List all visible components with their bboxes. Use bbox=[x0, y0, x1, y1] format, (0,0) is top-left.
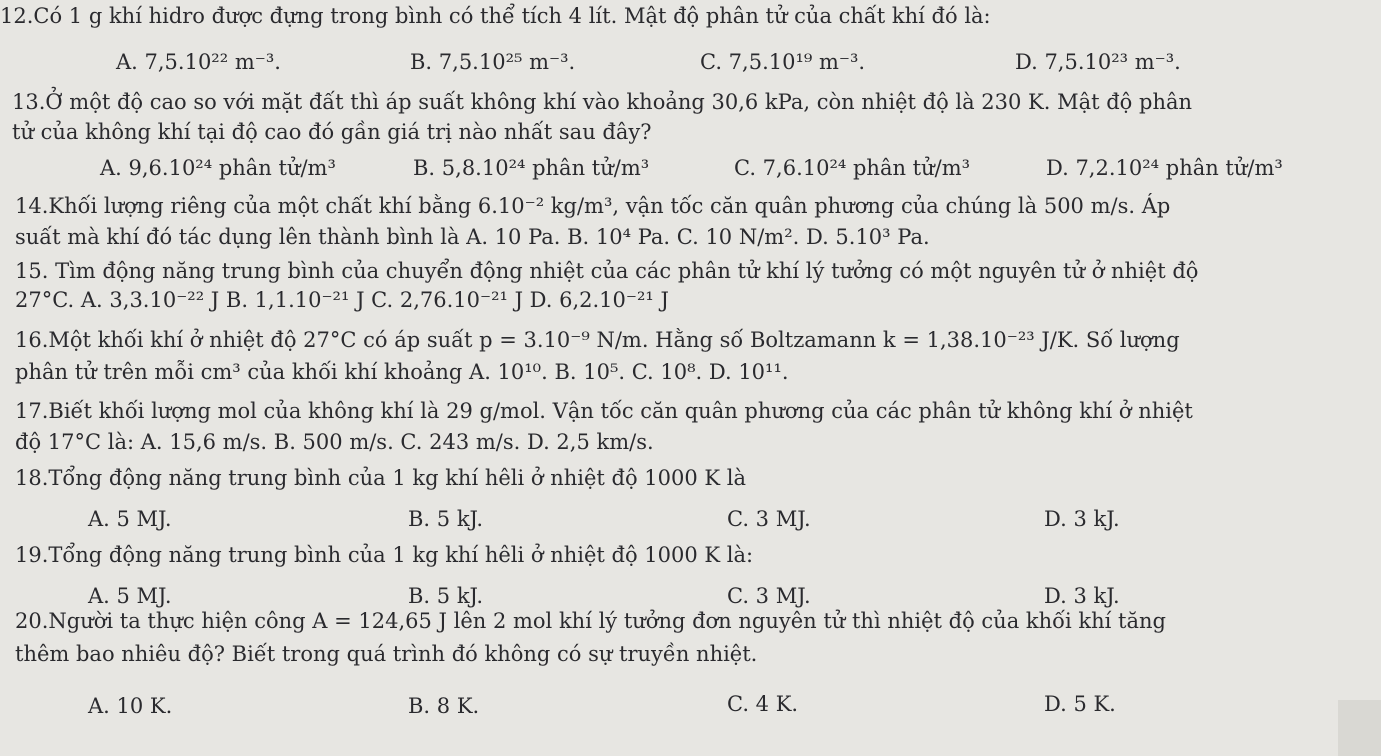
q12-option-a: A. 7,5.10²² m⁻³. bbox=[116, 50, 281, 74]
q15-line-1: 15. Tìm động năng trung bình của chuyển động nhiệt của các phân tử khí lý tưởng có một nguyên tử ở nhiệt độ bbox=[15, 259, 1199, 283]
q17-line-1: 17.Biết khối lượng mol của không khí là 29 g/mol. Vận tốc căn quân phương của các phân tử không khí ở nhiệt bbox=[15, 399, 1193, 423]
q19-line-1: 19.Tổng động năng trung bình của 1 kg khí hêli ở nhiệt độ 1000 K là: bbox=[15, 543, 754, 567]
q18-option-d: D. 3 kJ. bbox=[1044, 507, 1120, 531]
q12-option-b: B. 7,5.10²⁵ m⁻³. bbox=[410, 50, 576, 74]
q13-line-1: 13.Ở một độ cao so với mặt đất thì áp suất không khí vào khoảng 30,6 kPa, còn nhiệt độ là 230 K. Mật độ phân bbox=[12, 90, 1193, 114]
q20-option-a: A. 10 K. bbox=[88, 694, 173, 718]
q13-option-a: A. 9,6.10²⁴ phân tử/m³ bbox=[100, 156, 336, 180]
q13-line-2: tử của không khí tại độ cao đó gần giá trị nào nhất sau đây? bbox=[12, 120, 652, 144]
page-edge-shadow bbox=[1338, 700, 1381, 756]
q18-line-1: 18.Tổng động năng trung bình của 1 kg khí hêli ở nhiệt độ 1000 K là bbox=[15, 466, 747, 490]
q18-option-b: B. 5 kJ. bbox=[408, 507, 484, 531]
q15-line-2: 27°C. A. 3,3.10⁻²² J B. 1,1.10⁻²¹ J C. 2,76.10⁻²¹ J D. 6,2.10⁻²¹ J bbox=[15, 288, 669, 312]
q19-option-c: C. 3 MJ. bbox=[727, 584, 811, 608]
q20-option-c: C. 4 K. bbox=[727, 692, 799, 716]
q12-option-d: D. 7,5.10²³ m⁻³. bbox=[1015, 50, 1181, 74]
q20-option-b: B. 8 K. bbox=[408, 694, 480, 718]
q16-line-1: 16.Một khối khí ở nhiệt độ 27°C có áp suất p = 3.10⁻⁹ N/m. Hằng số Boltzamann k = 1,38.10⁻²³ J/K. Số lượng bbox=[15, 328, 1180, 352]
q19-option-d: D. 3 kJ. bbox=[1044, 584, 1120, 608]
q16-line-2: phân tử trên mỗi cm³ của khối khí khoảng A. 10¹⁰. B. 10⁵. C. 10⁸. D. 10¹¹. bbox=[15, 360, 789, 384]
q19-option-b: B. 5 kJ. bbox=[408, 584, 484, 608]
q12-option-c: C. 7,5.10¹⁹ m⁻³. bbox=[700, 50, 866, 74]
q18-option-c: C. 3 MJ. bbox=[727, 507, 811, 531]
q13-option-c: C. 7,6.10²⁴ phân tử/m³ bbox=[734, 156, 971, 180]
q14-line-1: 14.Khối lượng riêng của một chất khí bằng 6.10⁻² kg/m³, vận tốc căn quân phương của chúng là 500 m/s. Áp bbox=[15, 194, 1171, 218]
q13-option-d: D. 7,2.10²⁴ phân tử/m³ bbox=[1046, 156, 1283, 180]
q20-line-1: 20.Người ta thực hiện công A = 124,65 J lên 2 mol khí lý tưởng đơn nguyên tử thì nhiệt độ của khối khí tăng bbox=[15, 609, 1166, 633]
q19-option-a: A. 5 MJ. bbox=[88, 584, 172, 608]
q18-option-a: A. 5 MJ. bbox=[88, 507, 172, 531]
q12-line-1: 12.Có 1 g khí hidro được đựng trong bình có thể tích 4 lít. Mật độ phân tử của chất khí đó là: bbox=[0, 4, 991, 28]
q20-line-2: thêm bao nhiêu độ? Biết trong quá trình đó không có sự truyền nhiệt. bbox=[15, 642, 758, 666]
q20-option-d: D. 5 K. bbox=[1044, 692, 1116, 716]
q13-option-b: B. 5,8.10²⁴ phân tử/m³ bbox=[413, 156, 650, 180]
q17-line-2: độ 17°C là: A. 15,6 m/s. B. 500 m/s. C. 243 m/s. D. 2,5 km/s. bbox=[15, 430, 654, 454]
q14-line-2: suất mà khí đó tác dụng lên thành bình là A. 10 Pa. B. 10⁴ Pa. C. 10 N/m². D. 5.10³ Pa. bbox=[15, 225, 930, 249]
